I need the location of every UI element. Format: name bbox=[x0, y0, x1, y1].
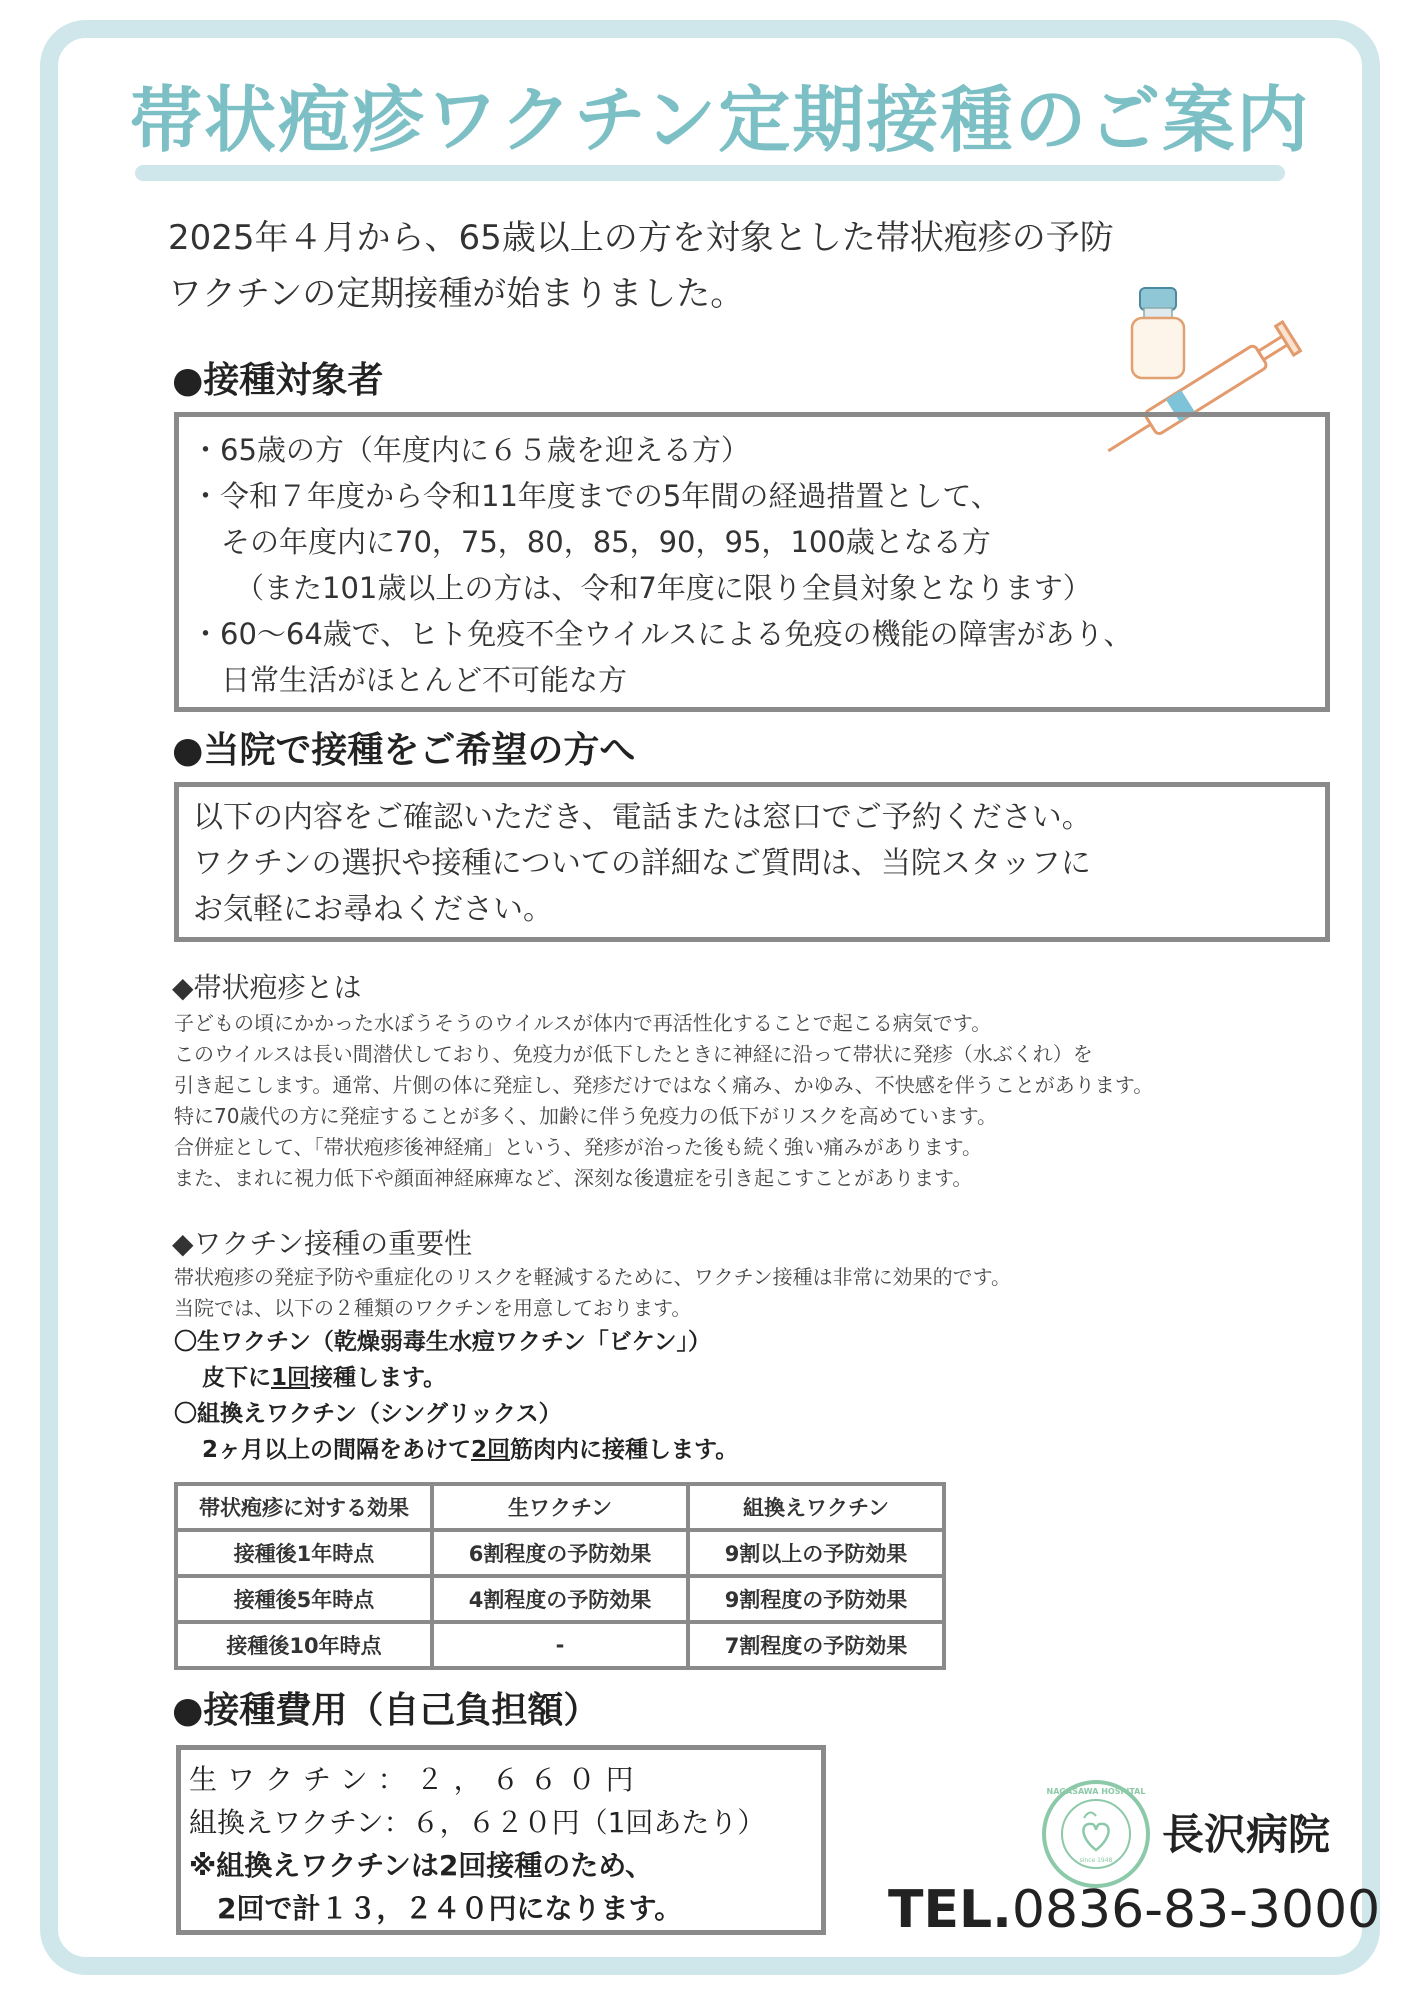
recomb-vaccine-name: 〇組換えワクチン（シングリックス） bbox=[174, 1401, 562, 1427]
tel-label: TEL. bbox=[888, 1880, 1012, 1940]
recomb-desc-count: 2回 bbox=[471, 1437, 511, 1463]
page-title: 帯状疱疹ワクチン定期接種のご案内 bbox=[130, 78, 1311, 162]
intro-line: ワクチンの定期接種が始まりました。 bbox=[168, 274, 745, 314]
request-heading: ●当院で接種をご希望の方へ bbox=[172, 730, 636, 771]
efficacy-table bbox=[174, 1482, 946, 1670]
targets-line: （また101歳以上の方は、令和7年度に限り全員対象となります） bbox=[235, 571, 1092, 605]
live-vaccine-name: 〇生ワクチン（乾燥弱毒生水痘ワクチン「ビケン」） bbox=[174, 1329, 712, 1355]
live-desc-post: 接種します。 bbox=[310, 1365, 447, 1391]
targets-heading: ●接種対象者 bbox=[172, 360, 384, 401]
importance-line: 帯状疱疹の発症予防や重症化のリスクを軽減するために、ワクチン接種は非常に効果的です。 bbox=[174, 1265, 1011, 1289]
recomb-desc-pre: 2ヶ月以上の間隔をあけて bbox=[202, 1437, 472, 1463]
targets-line: 日常生活がほとんど不可能な方 bbox=[221, 663, 628, 697]
table-row bbox=[178, 1532, 942, 1574]
table-header-cell: 生ワクチン bbox=[434, 1486, 686, 1528]
table-cell: 9割程度の予防効果 bbox=[690, 1578, 942, 1620]
table-header-cell: 組換えワクチン bbox=[690, 1486, 942, 1528]
hospital-logo bbox=[1040, 1778, 1152, 1890]
about-heading: ◆帯状疱疹とは bbox=[172, 971, 362, 1004]
table-cell: 7割程度の予防効果 bbox=[690, 1624, 942, 1666]
targets-line: ・65歳の方（年度内に６５歳を迎える方） bbox=[191, 433, 750, 467]
hospital-name: 長沢病院 bbox=[1162, 1810, 1331, 1859]
table-cell: 4割程度の予防効果 bbox=[434, 1578, 686, 1620]
live-desc-pre: 皮下に bbox=[202, 1365, 271, 1391]
targets-line: ・令和７年度から令和11年度までの5年間の経過措置として、 bbox=[191, 479, 1000, 513]
cost-note: ※組換えワクチンは2回接種のため、 bbox=[189, 1849, 654, 1882]
table-cell: 6割程度の予防効果 bbox=[434, 1532, 686, 1574]
intro-text bbox=[168, 210, 1114, 322]
logo-text: NAGASAWA HOSPITAL bbox=[1046, 1787, 1146, 1796]
intro-line: 2025年４月から、65歳以上の方を対象とした帯状疱疹の予防 bbox=[168, 218, 1114, 258]
about-paragraph bbox=[174, 1008, 1153, 1194]
table-header-row bbox=[178, 1486, 942, 1528]
request-line: 以下の内容をご確認いただき、電話または窓口でご予約ください。 bbox=[193, 800, 1092, 835]
targets-box bbox=[174, 412, 1330, 712]
table-row bbox=[178, 1578, 942, 1620]
about-line: 引き起こします。通常、片側の体に発症し、発疹だけではなく痛み、かゆみ、不快感を伴うことがあります。 bbox=[174, 1073, 1154, 1097]
about-line: 子どもの頃にかかった水ぼうそうのウイルスが体内で再活性化することで起こる病気です。 bbox=[174, 1011, 992, 1035]
recomb-vaccine-desc bbox=[174, 1432, 1011, 1468]
telephone bbox=[888, 1880, 1380, 1940]
cost-live: 生ワクチン：２，６６０円 bbox=[189, 1763, 644, 1796]
cost-note-total: 2回で計１３，２４０円になります。 bbox=[217, 1892, 683, 1925]
request-box bbox=[174, 782, 1330, 942]
table-cell: - bbox=[434, 1624, 686, 1666]
vial-icon bbox=[1132, 288, 1184, 378]
logo-since: since 1948 bbox=[1079, 1857, 1113, 1864]
about-line: 合併症として、「帯状疱疹後神経痛」という、発疹が治った後も続く強い痛みがあります。 bbox=[174, 1135, 982, 1159]
table-header-cell: 帯状疱疹に対する効果 bbox=[178, 1486, 430, 1528]
about-line: このウイルスは長い間潜伏しており、免疫力が低下したときに神経に沿って帯状に発疹（水ぶくれ）を bbox=[174, 1042, 1093, 1066]
table-cell: 9割以上の予防効果 bbox=[690, 1532, 942, 1574]
table-cell: 接種後5年時点 bbox=[178, 1578, 430, 1620]
about-line: また、まれに視力低下や顔面神経麻痺など、深刻な後遺症を引き起こすことがあります。 bbox=[174, 1166, 973, 1190]
about-line: 特に70歳代の方に発症することが多く、加齢に伴う免疫力の低下がリスクを高めています。 bbox=[174, 1104, 998, 1128]
targets-line: その年度内に70，75，80，85，90，95，100歳となる方 bbox=[221, 525, 991, 559]
importance-paragraph bbox=[174, 1262, 1011, 1468]
request-line: ワクチンの選択や接種についての詳細なご質問は、当院スタッフに bbox=[193, 846, 1091, 881]
cost-box bbox=[176, 1745, 826, 1935]
importance-line: 当院では、以下の２種類のワクチンを用意しております。 bbox=[174, 1296, 692, 1320]
targets-line: ・60〜64歳で、ヒト免疫不全ウイルスによる免疫の機能の障害があり、 bbox=[191, 617, 1133, 651]
table-cell: 接種後10年時点 bbox=[178, 1624, 430, 1666]
cost-heading: ●接種費用（自己負担額） bbox=[172, 1690, 600, 1731]
live-vaccine-desc bbox=[174, 1360, 1011, 1396]
recomb-desc-post: 筋肉内に接種します。 bbox=[510, 1437, 739, 1463]
title-underline bbox=[135, 165, 1285, 181]
table-row bbox=[178, 1624, 942, 1666]
cost-recomb: 組換えワクチン：６，６２０円（1回あたり） bbox=[189, 1806, 766, 1839]
request-line: お気軽にお尋ねください。 bbox=[193, 892, 553, 927]
live-desc-count: 1回 bbox=[271, 1365, 311, 1391]
table-cell: 接種後1年時点 bbox=[178, 1532, 430, 1574]
tel-number: 0836-83-3000 bbox=[1011, 1880, 1381, 1940]
importance-heading: ◆ワクチン接種の重要性 bbox=[172, 1227, 473, 1260]
